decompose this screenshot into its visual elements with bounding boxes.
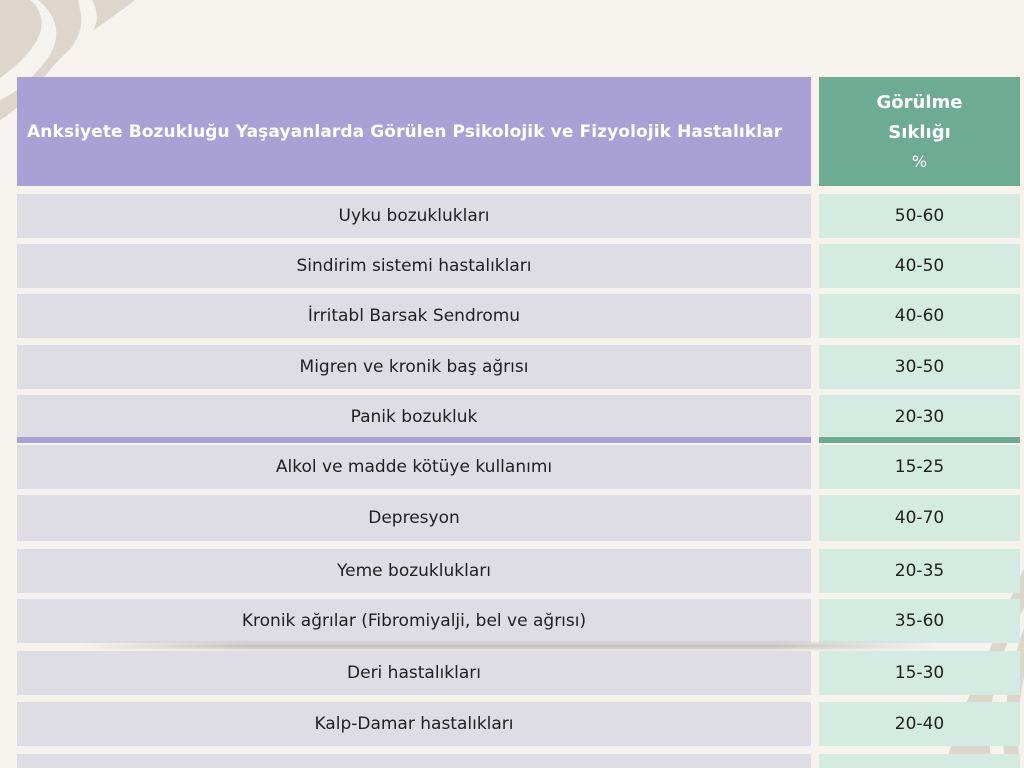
row-frequency-partial	[819, 754, 1020, 768]
row-shadow-divider	[80, 643, 940, 649]
row-divider-left	[17, 437, 811, 443]
row-frequency: 40-50	[819, 244, 1020, 288]
row-condition: Yeme bozuklukları	[17, 549, 811, 593]
table-row	[0, 495, 1024, 541]
row-frequency: 15-30	[819, 651, 1020, 695]
row-condition: Depresyon	[17, 495, 811, 541]
table-row	[0, 651, 1024, 695]
row-condition: Panik bozukluk	[17, 395, 811, 439]
row-condition: İrritabl Barsak Sendromu	[17, 294, 811, 338]
row-frequency: 50-60	[819, 194, 1020, 238]
row-condition: Deri hastalıkları	[17, 651, 811, 695]
row-frequency: 20-30	[819, 395, 1020, 439]
row-condition: Alkol ve madde kötüye kullanımı	[17, 445, 811, 489]
table-header-frequency-line1: Görülme	[876, 91, 963, 113]
table-row	[0, 599, 1024, 643]
row-frequency: 40-70	[819, 495, 1020, 541]
row-frequency: 20-35	[819, 549, 1020, 593]
row-condition: Migren ve kronik baş ağrısı	[17, 345, 811, 389]
row-divider-right	[819, 437, 1020, 443]
table-header-title-cell	[17, 77, 811, 186]
row-frequency: 15-25	[819, 445, 1020, 489]
row-frequency: 35-60	[819, 599, 1020, 643]
row-condition: Kronik ağrılar (Fibromiyalji, bel ve ağrısı)	[17, 599, 811, 643]
row-frequency: 20-40	[819, 702, 1020, 746]
table-row	[0, 702, 1024, 746]
row-frequency: 40-60	[819, 294, 1020, 338]
row-condition-partial	[17, 754, 811, 768]
row-condition: Sindirim sistemi hastalıkları	[17, 244, 811, 288]
table-row	[0, 395, 1024, 439]
table-header-title: Anksiyete Bozukluğu Yaşayanlarda Görülen Psikolojik ve Fizyolojik Hastalıklar	[27, 121, 783, 142]
table-row	[0, 244, 1024, 288]
table-row	[0, 345, 1024, 389]
row-condition: Kalp-Damar hastalıkları	[17, 702, 811, 746]
row-frequency: 30-50	[819, 345, 1020, 389]
table-row-partial	[0, 754, 1024, 768]
table-row	[0, 194, 1024, 238]
table-header-frequency-line2: Sıklığı	[888, 121, 951, 143]
table-row	[0, 549, 1024, 593]
row-condition: Uyku bozuklukları	[17, 194, 811, 238]
table-header-frequency-unit: %	[911, 151, 928, 171]
table-header-frequency-cell	[819, 77, 1020, 186]
table-row	[0, 445, 1024, 489]
table-row	[0, 294, 1024, 338]
